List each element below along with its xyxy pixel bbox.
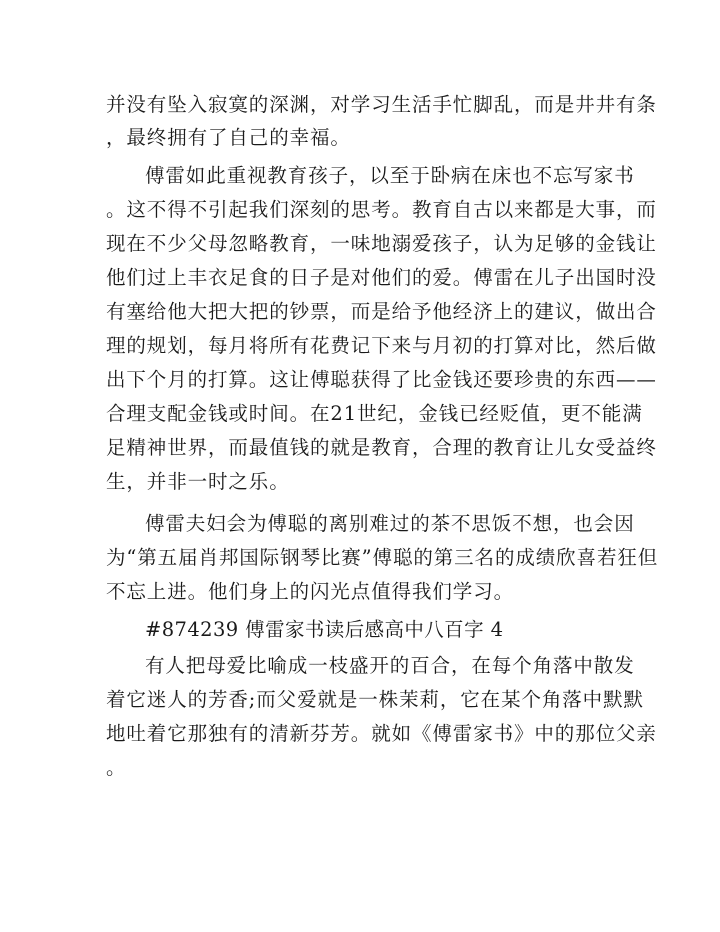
text-line: 地吐着它那独有的清新芬芳。就如《傅雷家书》中的那位父亲 [106, 722, 657, 745]
text-line: 。 [106, 756, 127, 779]
text-line: 不忘上进。他们身上的闪光点值得我们学习。 [106, 580, 515, 603]
section-heading: #874239 傅雷家书读后感高中八百字 4 [145, 618, 504, 641]
text-line: 有塞给他大把大把的钞票，而是给予他经济上的建议，做出合 [106, 300, 657, 323]
text-line: 现在不少父母忽略教育，一味地溺爱孩子，认为足够的金钱让 [106, 232, 657, 255]
text-line: 生，并非一时之乐。 [106, 470, 290, 493]
text-line: 足精神世界，而最值钱的就是教育，合理的教育让儿女受益终 [106, 436, 657, 459]
text-line: 傅雷夫妇会为傅聪的离别难过的茶不思饭不想，也会因 [145, 512, 635, 535]
text-line: 并没有坠入寂寞的深渊，对学习生活手忙脚乱，而是井井有条 [106, 93, 657, 116]
text-line: 着它迷人的芳香;而父爱就是一株茉莉，它在某个角落中默默 [106, 688, 644, 711]
text-line: 理的规划，每月将所有花费记下来与月初的打算对比，然后做 [106, 334, 657, 357]
text-line: 出下个月的打算。这让傅聪获得了比金钱还要珍贵的东西—— [106, 368, 657, 391]
text-line: 他们过上丰衣足食的日子是对他们的爱。傅雷在儿子出国时没 [106, 266, 657, 289]
text-line: ，最终拥有了自己的幸福。 [106, 126, 351, 149]
text-line: 为“第五届肖邦国际钢琴比赛”傅聪的第三名的成绩欣喜若狂但 [106, 546, 659, 569]
text-line: 合理支配金钱或时间。在21世纪，金钱已经贬值，更不能满 [106, 402, 643, 425]
text-line: 。这不得不引起我们深刻的思考。教育自古以来都是大事，而 [106, 198, 657, 221]
text-line: 有人把母爱比喻成一枝盛开的百合，在每个角落中散发 [145, 654, 635, 677]
text-line: 傅雷如此重视教育孩子，以至于卧病在床也不忘写家书 [145, 164, 635, 187]
